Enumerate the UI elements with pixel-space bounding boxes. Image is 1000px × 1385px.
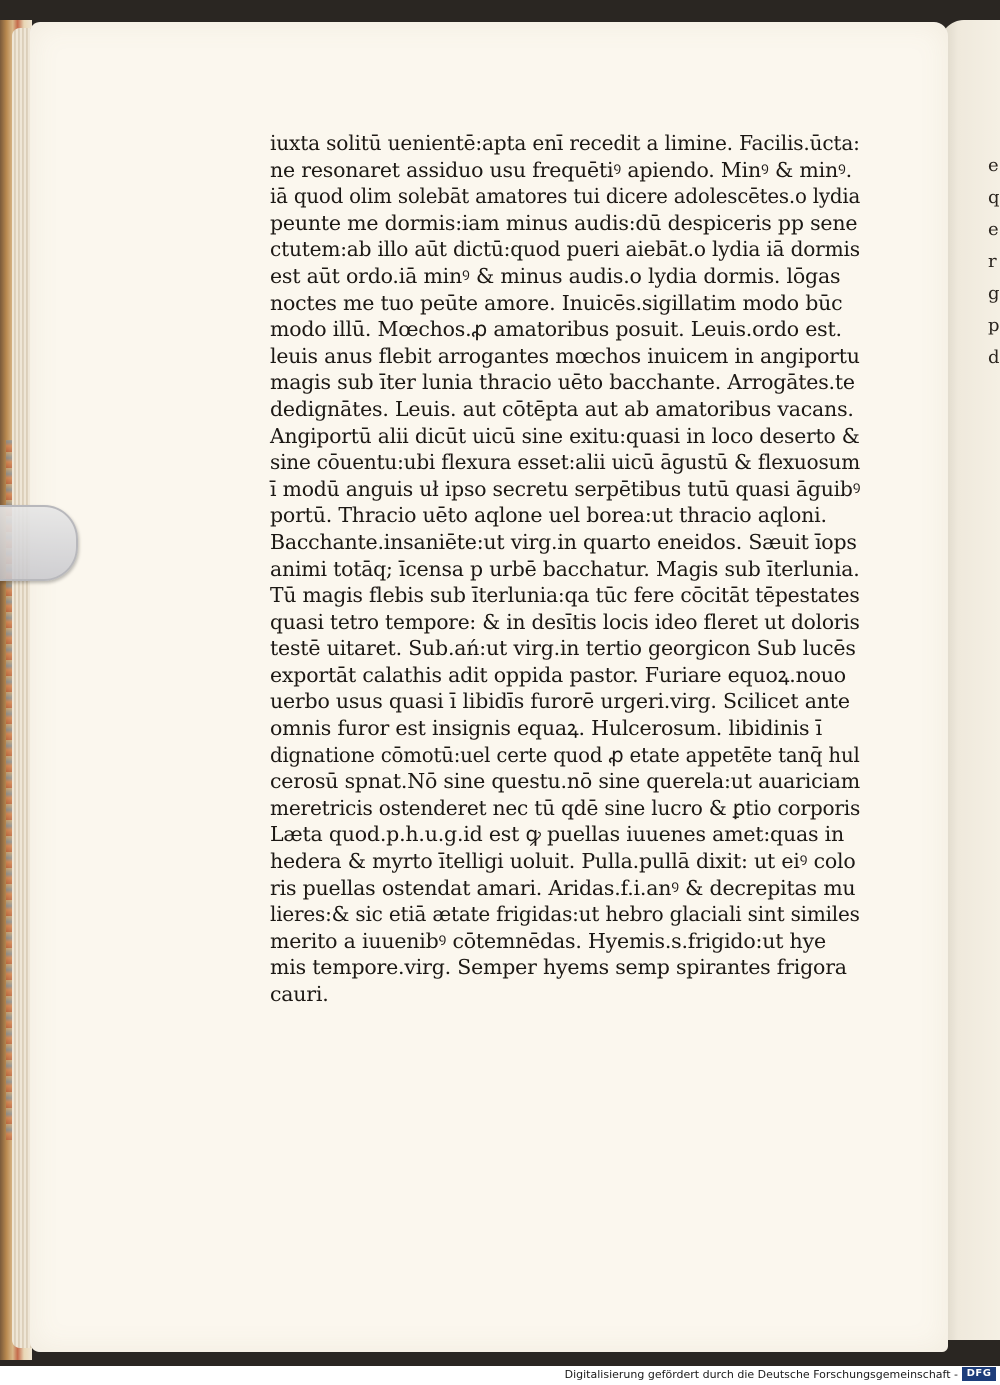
- text-line: sine cōuentu:ubi flexura esset:alii uicū āgustū & flexuosum: [270, 450, 860, 475]
- dfg-logo: DFG: [962, 1367, 996, 1381]
- text-line: meretricis ostenderet nec tū qdē sine lucro & ꝑtio corporis: [270, 795, 861, 820]
- text-line: omnis furor est insignis equaꝝ. Hulcerosum. libidinis ī: [270, 716, 822, 741]
- text-line: Tū magis flebis sub īterlunia:qa tūc fere cōcitāt tēpestates: [270, 583, 860, 608]
- text-line: mis tempore.virg. Semper hyems semp spirantes frigora: [270, 955, 847, 980]
- bookmark-clip: [0, 505, 78, 581]
- text-line: ctutem:ab illo aūt dictū:quod pueri aiebāt.o lydia iā dormis: [270, 237, 860, 262]
- text-line: dedignātes. Leuis. aut cōtēpta aut ab amatoribus vacans.: [270, 396, 854, 421]
- text-line: modo illū. Mœchos.ꝓ amatoribus posuit. Leuis.ordo est.: [270, 317, 842, 342]
- text-line: uerbo usus quasi ī libidīs furorē urgeri.virg. Scilicet ante: [270, 689, 850, 714]
- text-line: iā quod olim solebāt amatores tui dicere adolescētes.o lydia: [270, 184, 861, 209]
- text-line: portū. Thracio uēto aqlone uel borea:ut thracio aqloni.: [270, 503, 827, 528]
- text-line: exportāt calathis adit oppida pastor. Furiare equoꝝ.nouo: [270, 662, 846, 687]
- text-line: ī modū anguis uł ipso secretu serpētibus tutū quasi āguibꝰ: [270, 476, 861, 501]
- text-line: dignatione cōmotū:uel certe quod ꝓ etate appetēte tanq̄ hul: [270, 742, 860, 767]
- text-line: hedera & myrto ītelligi uoluit. Pulla.pullā dixit: ut eiꝰ colo: [270, 849, 856, 874]
- text-line: magis sub īter lunia thracio uēto bacchante. Arrogātes.te: [270, 370, 855, 395]
- text-line: Bacchante.insaniēte:ut virg.in quarto eneidos. Sæuit īops: [270, 529, 857, 554]
- text-line: quasi tetro tempore: & in desītis locis ideo fleret ut doloris: [270, 609, 860, 634]
- text-line: noctes me tuo peūte amore. Inuicēs.sigillatim modo būc: [270, 290, 843, 315]
- text-line: iuxta solitū uenientē:apta enī recedit a limine. Facilis.ūcta:: [270, 131, 860, 155]
- text-line: testē uitaret. Sub.ań:ut virg.in tertio georgicon Sub lucēs: [270, 636, 856, 661]
- text-line: ris puellas ostendat amari. Aridas.f.i.anꝰ & decrepitas mu: [270, 875, 856, 900]
- text-line: Læta quod.p.h.u.g.id est ꝙ puellas iuuenes amet:quas in: [270, 822, 844, 847]
- text-line: animi totāq; īcensa p urbē bacchatur. Magis sub īterlunia.: [270, 556, 860, 581]
- text-line: ne resonaret assiduo usu frequētiꝰ apiendo. Minꝰ & minꝰ.: [270, 157, 852, 182]
- text-line: Angiportū alii dicūt uicū sine exitu:quasi in loco deserto &: [270, 423, 860, 448]
- text-line: lieres:& sic etiā ætate frigidas:ut hebro glaciali sint similes: [270, 902, 860, 927]
- footer-credit: Digitalisierung gefördert durch die Deutsche Forschungsgemeinschaft -: [564, 1368, 958, 1381]
- text-line: leuis anus flebit arrogantes mœchos inuicem in angiportu: [270, 343, 860, 368]
- text-line: peunte me dormis:iam minus audis:dū despiceris pp sene: [270, 210, 858, 235]
- text-line: merito a iuuenibꝰ cōtemnēdas. Hyemis.s.frigido:ut hye: [270, 928, 826, 953]
- text-line: est aūt ordo.iā minꝰ & minus audis.o lydia dormis. lōgas: [270, 263, 841, 288]
- text-line: cauri.: [270, 982, 329, 1006]
- page-body-text: [270, 130, 860, 1008]
- facing-page-margin-text: e q e r g p d: [988, 155, 1000, 368]
- text-line: cerosū spnat.Nō sine questu.nō sine querela:ut auariciam: [270, 769, 860, 794]
